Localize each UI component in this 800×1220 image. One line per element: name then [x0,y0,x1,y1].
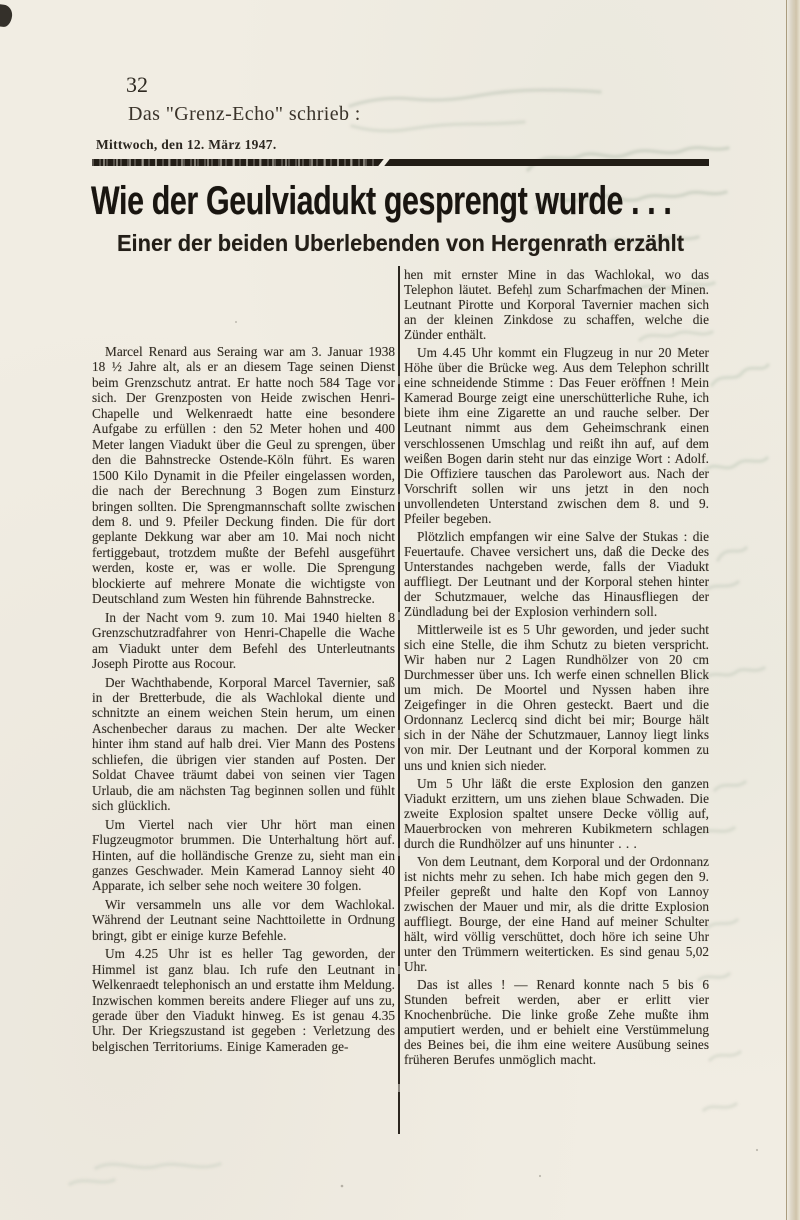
paragraph: Wir versammeln uns alle vor dem Wachlokal. Während der Leutnant seine Nachttoilette in Ordnung bringt, gibt er einige kurze Befehle. [92,896,395,943]
source-attribution: Das "Grenz-Echo" schrieb : [128,103,361,125]
paragraph: Um 5 Uhr läßt die erste Explosion den ganzen Viadukt erzittern, um uns ziehen blaue Schwaden. Die zweite Explosion spaltet unsere Decke völlig auf, Mauerbrocken von mehreren Kubikmetern schlagen durch die Rundhölzer auf uns hinunter . . . [404,775,709,851]
dateline: Mittwoch, den 12. März 1947. [96,137,277,152]
paragraph: Der Wachthabende, Korporal Marcel Tavernier, saß in der Bretterbude, die als Wachlokal diente und schnitzte an einem weichen Stein herum, um einen Aschenbecher daraus zu machen. Der alte Wecker hinter ihm stand auf halb drei. Vier Mann des Postens schliefen, die übrigen vier standen auf Posten. Der Soldat Chavee träumt dabei von seinen vier Tagen Urlaub, die am nächsten Tag beginnen sollen und fühlt sich glücklich. [92,674,395,814]
paragraph: Von dem Leutnant, dem Korporal und der Ordonnanz ist nichts mehr zu sehen. Ich habe mich gegen den 9. Pfeiler gepreßt und halte den Kopf von Lannoy zwischen der Mauer und mir, als die dritte Explosion auffliegt. Bourge, der eine Hand auf meiner Schulter hält, wird völlig verschüttet, doch höre ich seine Uhr unter den Trümmern weiterticken. Es sind genau 5,02 Uhr. [404,853,709,975]
scan-page-edge [786,0,800,1220]
article-column-right [404,267,709,1067]
subheadline: Einer der beiden Uberlebenden von Hergenrath erzählt [116,230,685,256]
paragraph: Mittlerweile ist es 5 Uhr geworden, und jeder sucht sich eine Stelle, die ihm Schutz zu bieten verspricht. Wir haben nur 2 Lagen Rundhölzer von 20 cm Durchmesser über uns. Ich werfe einen schnellen Blick um mich. De Moortel und Nyssen haben ihre Zeigefinger in die Ohren gesteckt. Baert und die Ordonnanz Leclercq sind dicht bei mir; Bourge hält sich in der Nähe der Schutzmauer, Lannoy liegt links von mir. Der Leutnant und der Korporal kommen zu uns und knien sich nieder. [404,622,709,773]
page-number: 32 [126,72,148,97]
article-column-left [92,344,395,1054]
column-divider [398,266,400,1134]
paragraph: hen mit ernster Mine in das Wachlokal, wo das Telephon läutet. Befehl zum Scharfmachen der Minen. Leutnant Pirotte und Korporal Tavernier machen sich an der kleinen Zinkdose zu schaffen, welche die Zünder enthält. [404,267,709,343]
paragraph: Um 4.25 Uhr ist es heller Tag geworden, der Himmel ist ganz blau. Ich rufe den Leutnant in Welkenraedt telephonisch an und erstatte ihm Meldung. Inzwischen kommen bereits andere Flieger auf uns zu, gerade über den Viadukt hinweg. Es ist genau 4.35 Uhr. Der Kriegszustand ist gegeben : Verletzung des belgischen Territoriums. Einige Kameraden ge- [92,946,395,1054]
decorative-rule [92,159,709,166]
paragraph: In der Nacht vom 9. zum 10. Mai 1940 hielten 8 Grenzschutzradfahrer von Henri-Chapelle die Wache am Viadukt unter dem Befehl des Unterleutnants Joseph Pirotte aus Rocour. [92,609,395,672]
paragraph: Marcel Renard aus Seraing war am 3. Januar 1938 18 ½ Jahre alt, als er an diesem Tage seinen Dienst beim Grenzschutz antrat. Er hatte noch 584 Tage vor sich. Der Grenzposten von Heide zwischen Henri-Chapelle und Welkenraedt hatte eine besondere Aufgabe zu erfüllen : den 52 Meter hohen und 400 Meter langen Viadukt über die Geul zu sprengen, über den die Bahnstrecke Ostende-Köln führt. Es waren 1500 Kilo Dynamit in die Pfeiler eingelassen worden, die nach der Berechnung 3 Bogen zum Einsturz bringen sollten. Die Sprengmannschaft sollte zwischen dem 8. und 9. Pfeiler Deckung finden. Die für dort geplante Dekkung war aber am 10. Mai noch nicht fertiggebaut, trotzdem mußte der Befehl ausgeführt werden, koste er, was er wolle. Die Sprengung blockierte auf mehrere Monate die wichtigste von Deutschland zum Westen hin führende Bahnstrecke. [92,344,395,607]
headline: Wie der Geulviadukt gesprengt wurde . . . [91,179,672,223]
paragraph: Um 4.45 Uhr kommt ein Flugzeug in nur 20 Meter Höhe über die Brücke weg. Aus dem Telephon schrillt eine schneidende Stimme : Das Feuer eröffnen ! Mein Kamerad Bourge zeigt eine unerschütterliche Ruhe, ich biete ihm eine Zigarette an und rauche selber. Der Leutnant nimmt aus dem Geheimschrank einen verschlossenen Umschlag und reißt ihn auf, auf dem weißen Bogen darin steht nur das einzige Wort : Adolf. Die Offiziere tauschen das Parolewort aus. Nach der Vorschrift sollen wir uns jetzt in den noch unvollendeten Unterstand zwischen dem 8. und 9. Pfeiler begeben. [404,345,709,526]
paragraph: Das ist alles ! — Renard konnte nach 5 bis 6 Stunden befreit werden, aber er erlitt vier Knochenbrüche. Die linke große Zehe mußte ihm amputiert werden, und er behielt eine Verstümmelung des Beines bei, die ihm eine weitere Ausübung seines früheren Berufes unmöglich macht. [404,977,709,1068]
paragraph: Plötzlich empfangen wir eine Salve der Stukas : die Feuertaufe. Chavee versichert uns, daß die Decke des Unterstandes nachgeben werde, falls der Viadukt auffliegt. Der Leutnant und der Korporal stehen hinter der Schutzmauer, welche das Hinausfliegen der Zündladung bei der Explosion verhindern soll. [404,528,709,620]
paragraph: Um Viertel nach vier Uhr hört man einen Flugzeugmotor brummen. Die Unterhaltung hört auf. Hinten, auf die holländische Grenze zu, sieht man ein ganzes Geschwader. Mein Kamerad Lannoy sieht 40 Apparate, ich selber sehe noch weitere 30 folgen. [92,816,395,894]
